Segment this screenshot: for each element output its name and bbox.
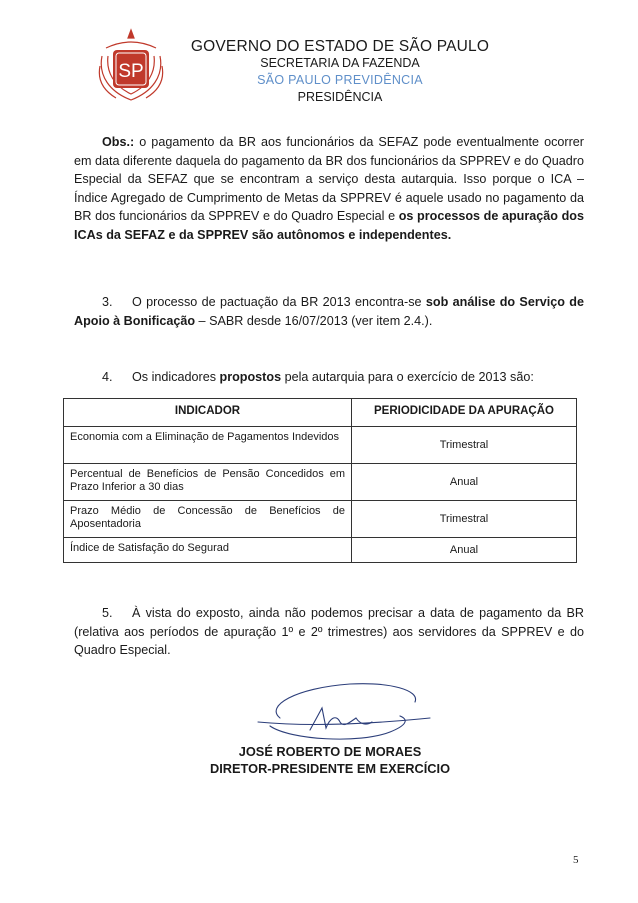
signatory-title: DIRETOR-PRESIDENTE EM EXERCÍCIO bbox=[209, 761, 451, 776]
table-row bbox=[64, 538, 577, 563]
indicator-column-header: INDICADOR bbox=[64, 399, 352, 427]
table-row bbox=[64, 464, 577, 501]
item-3-text-end: – SABR desde 16/07/2013 (ver item 2.4.). bbox=[195, 313, 433, 328]
obs-paragraph bbox=[74, 133, 584, 245]
signature-block bbox=[130, 743, 530, 777]
period-cell: Anual bbox=[352, 538, 577, 563]
item-4-bold-text: propostos bbox=[219, 370, 282, 384]
agency-name: SÃO PAULO PREVIDÊNCIA bbox=[257, 73, 423, 87]
item-3-text: O processo de pactuação da BR 2013 encontra-se bbox=[132, 295, 426, 309]
item-4-paragraph bbox=[74, 368, 584, 387]
indicator-cell: Índice de Satisfação do Segurad bbox=[64, 538, 352, 563]
signatory-name: JOSÉ ROBERTO DE MORAES bbox=[238, 744, 422, 759]
office-name: PRESIDÊNCIA bbox=[297, 90, 383, 104]
table-header-row bbox=[64, 399, 577, 427]
item-4-text: Os indicadores bbox=[132, 370, 220, 384]
table-row bbox=[64, 501, 577, 538]
period-column-header: PERIODICIDADE DA APURAÇÃO bbox=[352, 399, 577, 427]
period-cell: Trimestral bbox=[352, 501, 577, 538]
indicators-table bbox=[63, 398, 577, 563]
item-3-paragraph bbox=[74, 293, 584, 330]
obs-label: Obs.: bbox=[102, 135, 135, 149]
period-cell: Trimestral bbox=[352, 427, 577, 464]
seal-letters: SP bbox=[118, 61, 144, 82]
obs-text: o pagamento da BR aos funcionários da SEFAZ pode eventualmente ocorrer em data diferente daquela do pagamento da BR dos funcionários da SPPREV e do Quadro Especial da SEFAZ que se encontram a serviço desta autarquia. Isso porque o ICA – Índice Agregado de Cumprimento de Metas da SPPREV é aquele usado no pagamento da BR dos funcionários da SPPREV e do Quadro Especial e bbox=[74, 135, 584, 224]
item-5-paragraph bbox=[74, 604, 584, 660]
item-3-bold-text: sob análise do Serviço de Apoio à Bonificação bbox=[74, 295, 584, 328]
indicator-cell: Economia com a Eliminação de Pagamentos Indevidos bbox=[64, 427, 352, 464]
item-5-text: À vista do exposto, ainda não podemos precisar a data de pagamento da BR (relativa aos períodos de apuração 1º e 2º trimestres) aos servidores da SPPREV e do Quadro Especial. bbox=[74, 606, 584, 658]
period-cell: Anual bbox=[352, 464, 577, 501]
item-3-number: 3. bbox=[102, 295, 113, 309]
obs-bold-text: os processos de apuração dos ICAs da SEFAZ e da SPPREV são autônomos e independentes. bbox=[74, 209, 584, 242]
indicator-cell: Percentual de Benefícios de Pensão Concedidos em Prazo Inferior a 30 dias bbox=[64, 464, 352, 501]
item-4-text-end: pela autarquia para o exercício de 2013 são: bbox=[281, 370, 534, 384]
table-row bbox=[64, 427, 577, 464]
secretariat-name: SECRETARIA DA FAZENDA bbox=[260, 56, 420, 70]
handwritten-signature-icon bbox=[240, 678, 450, 746]
page-number: 5 bbox=[573, 854, 579, 866]
item-4-number: 4. bbox=[102, 370, 113, 384]
indicator-cell: Prazo Médio de Concessão de Benefícios de Aposentadoria bbox=[64, 501, 352, 538]
item-5-number: 5. bbox=[102, 606, 113, 620]
letterhead bbox=[150, 38, 530, 106]
government-name: GOVERNO DO ESTADO DE SÃO PAULO bbox=[190, 38, 490, 55]
